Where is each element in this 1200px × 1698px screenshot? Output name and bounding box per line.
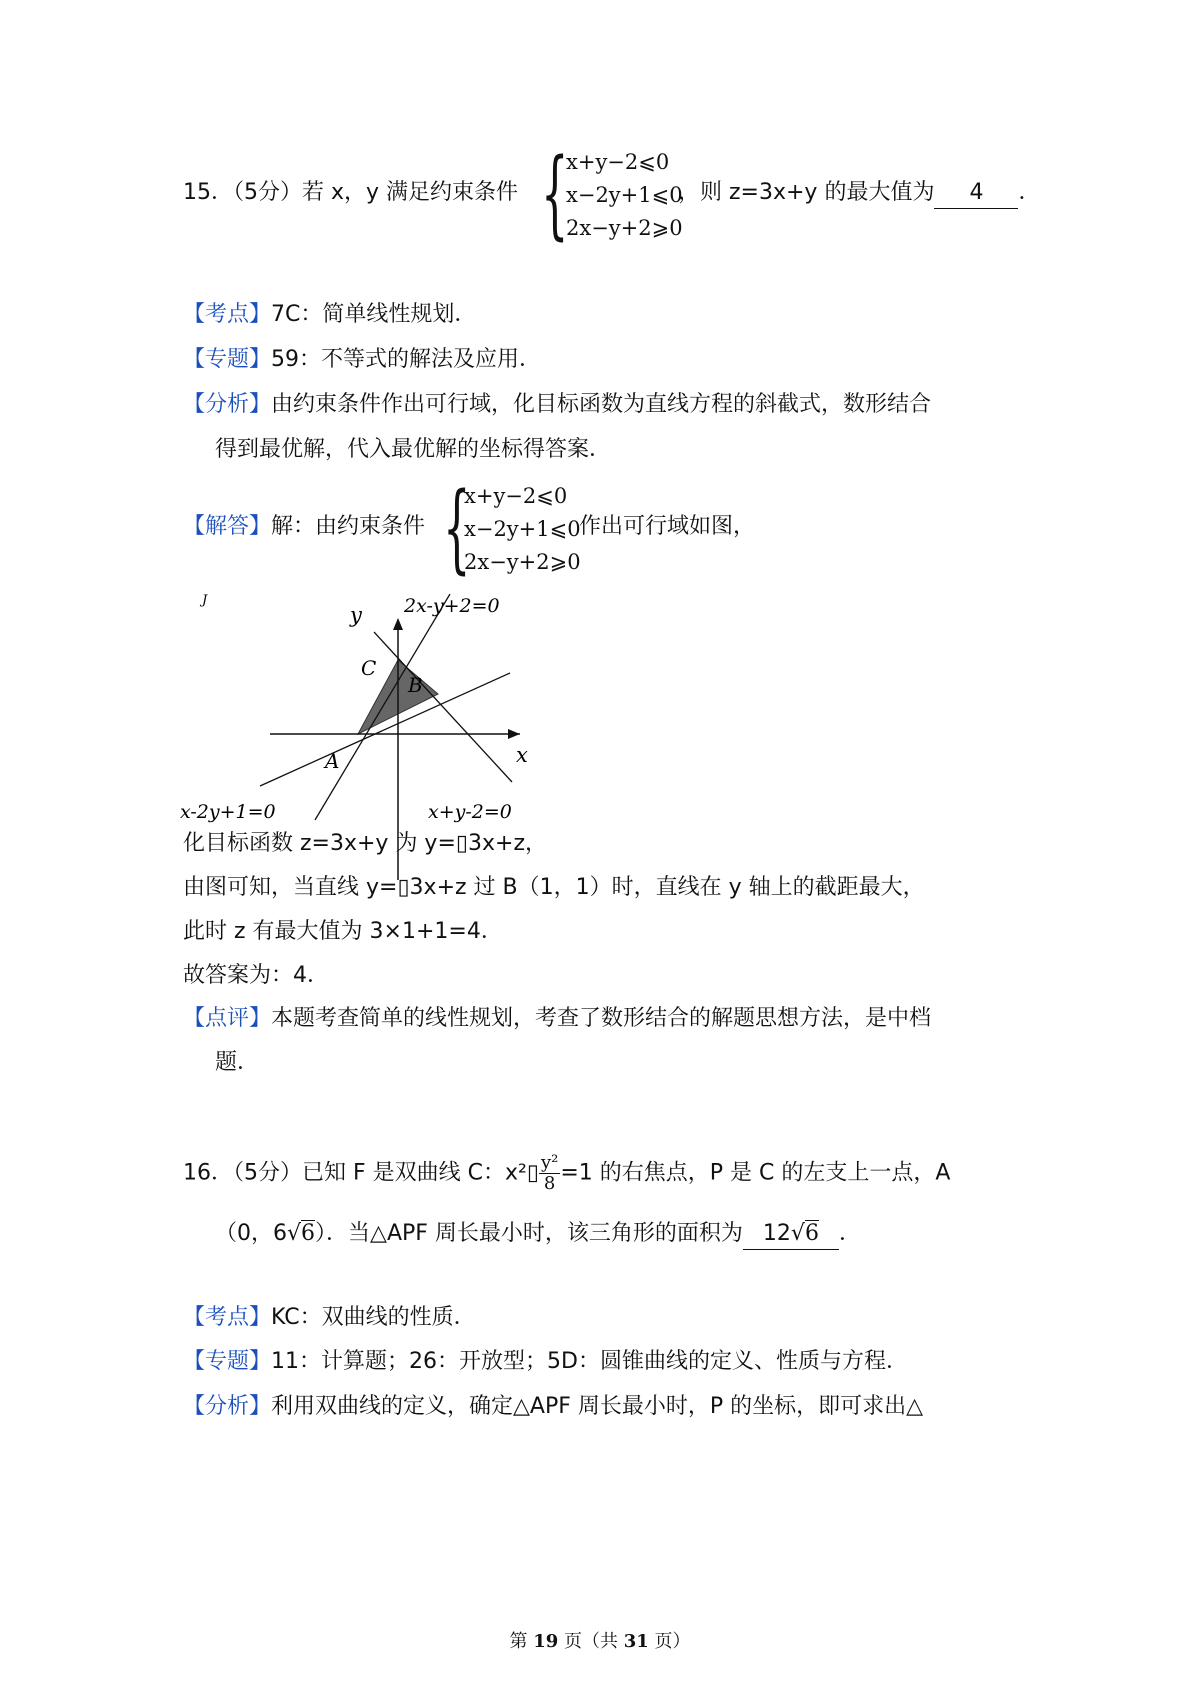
- footer-post: 页）: [648, 1631, 691, 1652]
- zhuanti-1-tag: 【专题】: [183, 347, 272, 372]
- dianping-1-line2: 题．: [215, 1050, 260, 1075]
- fenxi-2-tag: 【分析】: [183, 1394, 272, 1419]
- q15-constraint-1: x+y−2⩽0: [566, 150, 670, 174]
- jieda-1-after: 作出可行域如图，: [579, 514, 756, 539]
- x-axis-arrow: [508, 729, 520, 739]
- y-axis-arrow: [393, 618, 403, 630]
- q15-constraint-2: x−2y+1⩽0: [566, 183, 683, 207]
- q15-answer: 4: [934, 178, 1018, 209]
- footer-total: 31: [623, 1631, 649, 1652]
- graph-mark: J: [202, 593, 208, 608]
- q15-constraint-3: 2x−y+2⩾0: [566, 216, 683, 240]
- footer-pre: 第: [509, 1631, 534, 1652]
- label-2x-y-2: 2x-y+2=0: [404, 595, 500, 617]
- fenxi-1-tag: 【分析】: [183, 392, 272, 417]
- q16-ans-sqrt: 6: [804, 1221, 819, 1246]
- kaodian-2-tag: 【考点】: [183, 1305, 272, 1330]
- point-c-label: C: [361, 656, 377, 680]
- sqrt-icon: √: [287, 1221, 302, 1246]
- label-x-y-2: x+y-2=0: [428, 801, 512, 823]
- q16-l2-b: ）．当△APF 周长最小时，该三角形的面积为: [315, 1221, 743, 1246]
- q15-lead: 15．（5分）若 x，y 满足约束条件: [183, 180, 519, 205]
- sol-line-1: 化目标函数 z=3x+y 为 y=▯3x+z，: [183, 831, 547, 856]
- q16-frac-den: 8: [543, 1173, 556, 1194]
- q16-end: ．: [838, 1221, 861, 1246]
- q15-brace: {: [541, 138, 569, 250]
- jieda-brace: {: [443, 472, 471, 584]
- sol-line-4: 故答案为：4．: [183, 963, 329, 988]
- sol-line-2: 由图可知，当直线 y=▯3x+z 过 B（1，1）时，直线在 y 轴上的截距最大，: [183, 875, 925, 900]
- q16-ans-int: 12: [762, 1221, 791, 1246]
- y-axis-label: y: [350, 603, 362, 627]
- x-axis-label: x: [516, 743, 528, 767]
- q16-sqrt-arg: 6: [301, 1221, 316, 1246]
- q15-after: ，则 z=3x+y 的最大值为: [678, 180, 935, 205]
- q15-stem: [183, 178, 518, 208]
- dianping-1: [183, 1004, 931, 1034]
- zhuanti-1: [183, 345, 541, 375]
- fenxi-2-text: 利用双曲线的定义，确定△APF 周长最小时，P 的坐标，即可求出△: [271, 1394, 924, 1419]
- jieda-1: [183, 512, 425, 542]
- line-2x-y-2: [315, 594, 450, 820]
- q16-line2: [215, 1219, 861, 1250]
- sol-line-3: 此时 z 有最大值为 3×1+1=4．: [183, 919, 503, 944]
- q15-tail: [678, 178, 1040, 209]
- fenxi-1-text: 由约束条件作出可行域，化目标函数为直线方程的斜截式，数形结合: [271, 392, 932, 417]
- kaodian-1-tag: 【考点】: [183, 302, 272, 327]
- zhuanti-2-text: 11：计算题；26：开放型；5D：圆锥曲线的定义、性质与方程．: [271, 1349, 908, 1374]
- kaodian-2-text: KC：双曲线的性质．: [271, 1305, 476, 1330]
- jieda-constraints: [464, 480, 581, 579]
- zhuanti-2-tag: 【专题】: [183, 1349, 272, 1374]
- footer-mid: 页（共: [558, 1631, 624, 1652]
- footer-page: 19: [533, 1631, 559, 1652]
- fenxi-1-line2: 得到最优解，代入最优解的坐标得答案．: [215, 437, 612, 462]
- zhuanti-2: [183, 1347, 908, 1377]
- dianping-1-tag: 【点评】: [183, 1006, 272, 1031]
- sqrt-icon-2: √: [790, 1221, 805, 1246]
- q16-fraction: [539, 1153, 560, 1194]
- point-b-label: B: [408, 673, 423, 697]
- fenxi-2: [183, 1392, 923, 1422]
- dianping-1-text: 本题考查简单的线性规划，考查了数形结合的解题思想方法，是中档: [271, 1006, 932, 1031]
- label-x-2y-1: x-2y+1=0: [180, 801, 276, 823]
- jieda-constraint-1: x+y−2⩽0: [464, 484, 568, 508]
- jieda-1-tag: 【解答】: [183, 514, 272, 539]
- jieda-constraint-2: x−2y+1⩽0: [464, 517, 581, 541]
- q15-constraints: [566, 146, 683, 245]
- page-footer: [0, 1627, 1200, 1653]
- zhuanti-1-text: 59：不等式的解法及应用．: [271, 347, 542, 372]
- q16-after: =1 的右焦点，P 是 C 的左支上一点，A: [560, 1160, 951, 1186]
- q15-end: ．: [1018, 180, 1041, 205]
- fenxi-1: [183, 390, 931, 420]
- kaodian-1-text: 7C：简单线性规划．: [271, 302, 477, 327]
- kaodian-2: [183, 1303, 476, 1333]
- kaodian-1: [183, 300, 476, 330]
- jieda-1-lead: 解：由约束条件: [271, 514, 426, 539]
- q16-answer: [743, 1219, 839, 1250]
- q16-lead: 16．（5分）已知 F 是双曲线 C：x²▯: [183, 1160, 539, 1186]
- q16-frac-num: y²: [540, 1152, 559, 1173]
- q16-l2-a: （0，6: [215, 1221, 287, 1246]
- jieda-constraint-3: 2x−y+2⩾0: [464, 550, 581, 574]
- point-a-label: A: [325, 749, 340, 773]
- q16-stem: [183, 1153, 950, 1194]
